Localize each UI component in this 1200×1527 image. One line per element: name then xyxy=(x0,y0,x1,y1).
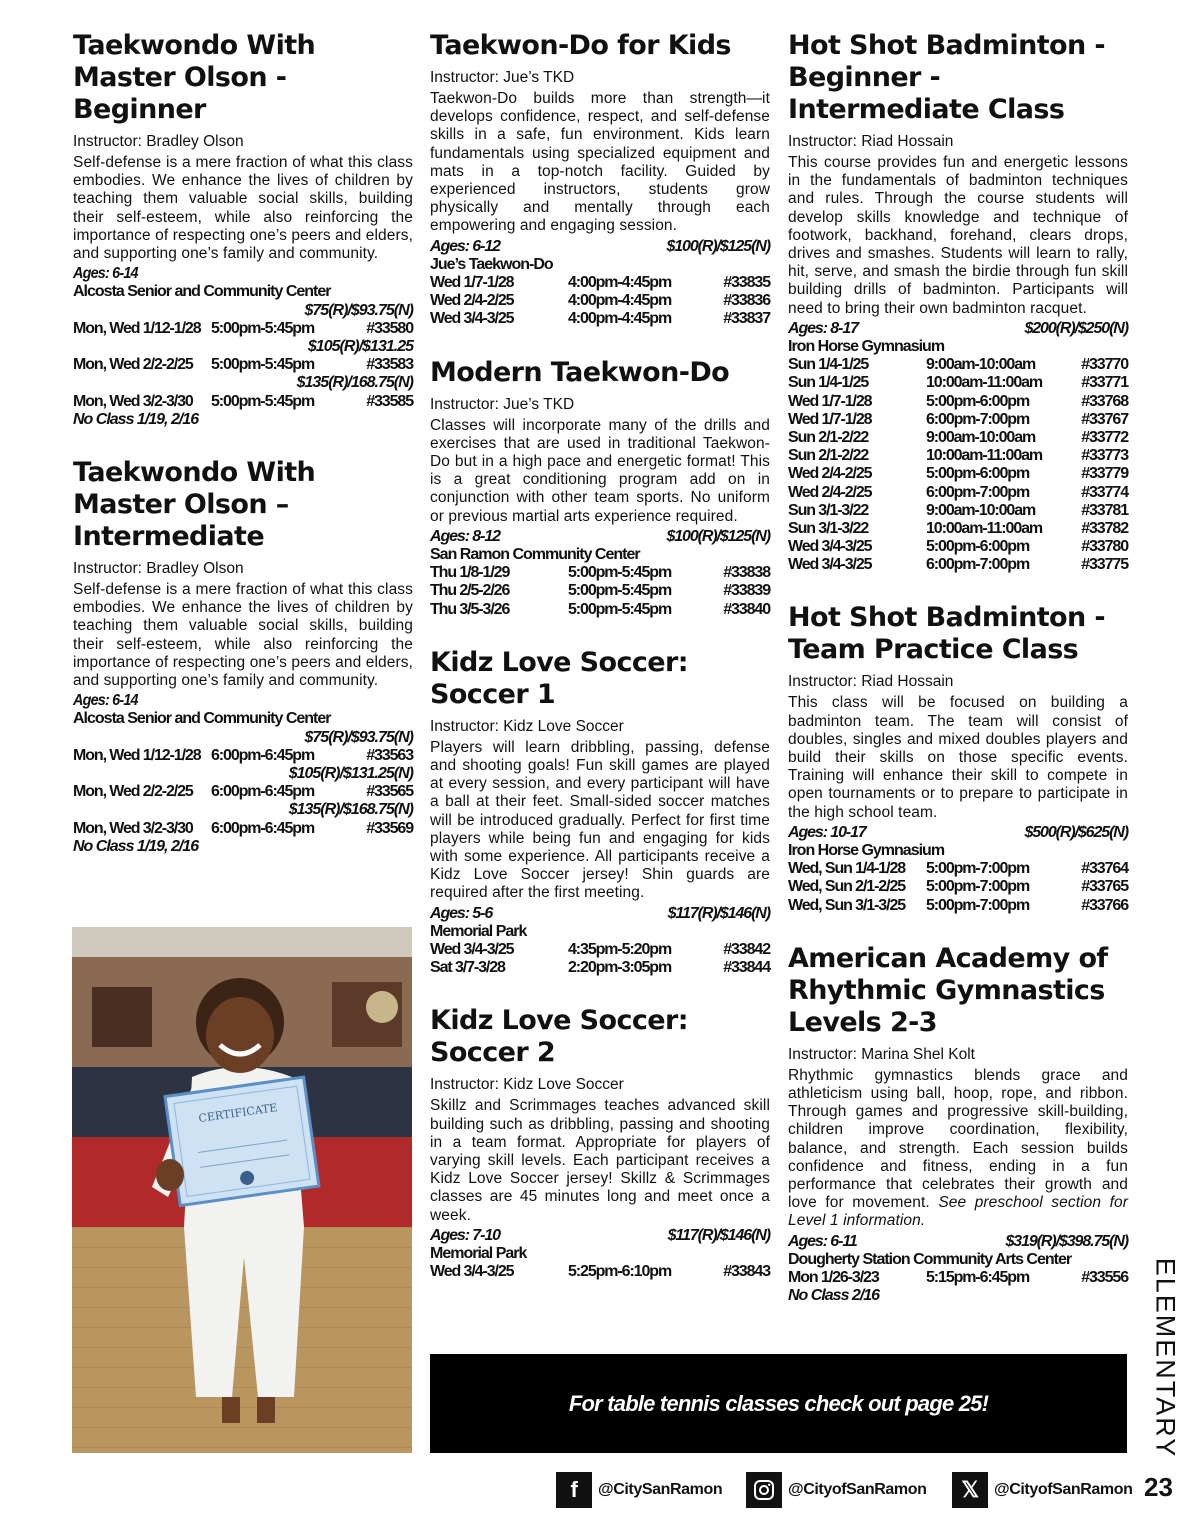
session-dates: Wed, Sun 1/4-1/28 xyxy=(788,860,906,878)
price: $117(R)/$146(N) xyxy=(667,904,770,922)
session-row xyxy=(73,783,413,801)
location: Memorial Park xyxy=(430,922,527,940)
ages-price-row xyxy=(788,1233,1128,1251)
session-row xyxy=(73,320,413,338)
session-code: #33775 xyxy=(1081,556,1128,574)
session-code: #33774 xyxy=(1081,483,1128,501)
session-code: #33840 xyxy=(723,600,770,618)
session-code: #33765 xyxy=(1081,878,1128,896)
session-dates: Sun 3/1-3/22 xyxy=(788,519,869,537)
session-row xyxy=(788,465,1128,483)
social-x[interactable] xyxy=(952,1472,1133,1508)
session-dates: Sun 3/1-3/22 xyxy=(788,501,869,519)
session-dates: Thu 3/5-3/26 xyxy=(430,600,510,618)
session-dates: Wed 3/4-3/25 xyxy=(788,556,872,574)
price: $135(R)/$168.75(N) xyxy=(288,801,413,819)
ages: Ages: 8-17 xyxy=(788,319,858,337)
session-dates: Wed 3/4-3/25 xyxy=(430,1263,514,1281)
ages-price-row xyxy=(430,238,770,256)
location: Iron Horse Gymnasium xyxy=(788,338,945,356)
class-description xyxy=(788,1067,1128,1231)
session-dates: Wed 2/4-2/25 xyxy=(788,465,872,483)
instructor: Instructor: Bradley Olson xyxy=(73,133,244,150)
session-code: #33779 xyxy=(1081,465,1128,483)
session-time: 5:00pm-5:45pm xyxy=(568,564,672,582)
session-time: 5:00pm-7:00pm xyxy=(926,878,1030,896)
price: $319(R)/$398.75(N) xyxy=(1005,1232,1128,1250)
price: $117(R)/$146(N) xyxy=(667,1226,770,1244)
session-time: 5:00pm-6:00pm xyxy=(926,392,1030,410)
class-taekwondo-kids xyxy=(430,30,770,329)
location: Dougherty Station Community Arts Center xyxy=(788,1250,1072,1268)
facebook-icon: f xyxy=(556,1472,592,1508)
class-description: Skillz and Scrimmages teaches advanced skill building such as dribbling, passing and shooting in a team format. Appropriate for players of varying skill levels. Each participant receives a Kidz Love Soccer jersey! Skillz & Scrimmages classes are 45 minutes long and meet once a week. xyxy=(430,1097,770,1224)
ages: Ages: 6-12 xyxy=(430,237,500,255)
session-code: #33569 xyxy=(366,819,413,837)
session-code: #33770 xyxy=(1081,356,1128,374)
session-dates: Wed 1/7-1/28 xyxy=(430,274,514,292)
description-text: Rhythmic gymnastics blends grace and athleticism using ball, hoop, rope, and ribbon. Through games and progressive skill-building, children improve coordination, flexibility, balance, and strength. Each session builds confidence and fitness, ending in a fun performance that celebrates their growth and love for movement. xyxy=(788,1066,1128,1212)
class-title: Hot Shot Badminton - Team Practice Class xyxy=(788,602,1105,666)
session-row xyxy=(788,897,1128,915)
session-time: 5:00pm-5:45pm xyxy=(568,582,672,600)
ages-price-row xyxy=(788,320,1128,338)
location: San Ramon Community Center xyxy=(430,545,640,563)
session-dates: Wed, Sun 3/1-3/25 xyxy=(788,896,906,914)
session-time: 4:35pm-5:20pm xyxy=(568,940,672,958)
session-dates: Mon, Wed 3/2-3/30 xyxy=(73,392,193,410)
session-time: 6:00pm-6:45pm xyxy=(211,783,315,801)
session-row xyxy=(788,374,1128,392)
no-class-note: No Class 1/19, 2/16 xyxy=(73,410,199,428)
session-code: #33838 xyxy=(723,564,770,582)
session-row xyxy=(430,959,770,977)
session-code: #33835 xyxy=(723,274,770,292)
class-description: Self-defense is a mere fraction of what this class embodies. We enhance the lives of children by teaching them valuable social skills, building their self-esteem, while also reinforcing the importance of respecting one’s peers and elders, and supporting one’s family and community. xyxy=(73,154,413,263)
class-rhythmic-gymnastics xyxy=(788,943,1128,1306)
class-kidz-love-soccer-2 xyxy=(430,1005,770,1281)
ages: Ages: 6-11 xyxy=(788,1232,857,1250)
class-modern-taekwondo xyxy=(430,357,770,619)
session-time: 10:00am-11:00am xyxy=(926,374,1043,392)
class-title: Modern Taekwon-Do xyxy=(430,356,730,388)
session-time: 5:00pm-5:45pm xyxy=(211,356,315,374)
session-dates: Wed 1/7-1/28 xyxy=(788,392,872,410)
session-time: 6:00pm-6:45pm xyxy=(211,746,315,764)
location: Iron Horse Gymnasium xyxy=(788,842,945,860)
ages: Ages: 10-17 xyxy=(788,823,866,841)
session-row xyxy=(430,941,770,959)
session-row xyxy=(788,538,1128,556)
session-code: #33842 xyxy=(723,940,770,958)
session-time: 4:00pm-4:45pm xyxy=(568,292,672,310)
session-dates: Sun 1/4-1/25 xyxy=(788,356,869,374)
table-tennis-banner[interactable] xyxy=(430,1354,1127,1453)
ages: Ages: 6-14 xyxy=(73,692,138,710)
session-row xyxy=(788,411,1128,429)
price: $75(R)/$93.75(N) xyxy=(304,301,413,319)
session-code: #33767 xyxy=(1081,410,1128,428)
session-dates: Wed, Sun 2/1-2/25 xyxy=(788,878,906,896)
ages: Ages: 6-14 xyxy=(73,265,138,283)
ages-price-row xyxy=(788,824,1128,842)
session-row xyxy=(430,582,770,600)
ages-price-row xyxy=(430,905,770,923)
session-time: 5:15pm-6:45pm xyxy=(926,1269,1030,1287)
location: Memorial Park xyxy=(430,1244,527,1262)
class-title: Kidz Love Soccer: Soccer 2 xyxy=(430,1005,688,1069)
session-row xyxy=(788,429,1128,447)
session-code: #33843 xyxy=(723,1263,770,1281)
class-title: Hot Shot Badminton - Beginner - Intermediate Class xyxy=(788,30,1105,125)
banner-text: For table tennis classes check out page 25! xyxy=(568,1390,989,1416)
session-time: 9:00am-10:00am xyxy=(926,501,1036,519)
instructor: Instructor: Riad Hossain xyxy=(788,673,954,691)
session-row xyxy=(430,310,770,328)
instagram-handle: @CityofSanRamon xyxy=(788,1481,927,1498)
session-dates: Sun 2/1-2/22 xyxy=(788,447,869,465)
session-dates: Thu 2/5-2/26 xyxy=(430,582,510,600)
session-time: 5:00pm-7:00pm xyxy=(926,860,1030,878)
instructor: Instructor: Marina Shel Kolt xyxy=(788,1045,975,1063)
session-code: #33839 xyxy=(723,582,770,600)
session-code: #33580 xyxy=(366,319,413,337)
session-code: #33772 xyxy=(1081,428,1128,446)
session-time: 5:00pm-5:45pm xyxy=(211,392,315,410)
session-row xyxy=(788,356,1128,374)
instructor: Instructor: Riad Hossain xyxy=(788,133,954,150)
column-1 xyxy=(73,30,413,874)
session-code: #33585 xyxy=(366,392,413,410)
session-row xyxy=(430,564,770,582)
session-time: 6:00pm-7:00pm xyxy=(926,483,1030,501)
certificate-text: CERTIFICATE xyxy=(197,1101,279,1126)
price: $200(R)/$250(N) xyxy=(1024,319,1128,337)
session-dates: Wed 3/4-3/25 xyxy=(430,310,514,328)
ages-price-row xyxy=(430,528,770,546)
class-title: Taekwondo With Master Olson – Intermediate xyxy=(73,457,316,552)
session-dates: Mon, Wed 3/2-3/30 xyxy=(73,819,193,837)
session-code: #33768 xyxy=(1081,392,1128,410)
photo-illustration xyxy=(72,927,412,1453)
session-row xyxy=(788,860,1128,878)
class-kidz-love-soccer-1 xyxy=(430,647,770,978)
session-code: #33563 xyxy=(366,746,413,764)
price: $75(R)/$93.75(N) xyxy=(304,728,413,746)
session-dates: Wed 2/4-2/25 xyxy=(430,292,514,310)
photo-child-with-certificate xyxy=(72,927,412,1453)
instructor: Instructor: Kidz Love Soccer xyxy=(430,717,624,735)
instructor: Instructor: Jue’s TKD xyxy=(430,395,575,413)
session-time: 5:00pm-6:00pm xyxy=(926,538,1030,556)
facebook-handle: @CitySanRamon xyxy=(598,1481,723,1498)
session-code: #33556 xyxy=(1081,1269,1128,1287)
social-facebook[interactable] xyxy=(556,1472,722,1508)
session-row xyxy=(788,520,1128,538)
section-side-tab xyxy=(1140,1258,1190,1458)
instagram-icon xyxy=(746,1472,782,1508)
session-row xyxy=(73,820,413,838)
class-title: American Academy of Rhythmic Gymnastics Levels 2-3 xyxy=(788,942,1108,1038)
x-handle: @CityofSanRamon xyxy=(994,1481,1133,1498)
session-time: 2:20pm-3:05pm xyxy=(568,959,672,977)
social-instagram[interactable] xyxy=(746,1472,927,1508)
session-dates: Wed 3/4-3/25 xyxy=(788,538,872,556)
session-time: 9:00am-10:00am xyxy=(926,428,1036,446)
session-code: #33780 xyxy=(1081,538,1128,556)
price: $105(R)/$131.25 xyxy=(307,338,413,356)
session-row xyxy=(430,274,770,292)
session-row xyxy=(430,601,770,619)
class-description: Players will learn dribbling, passing, defense and shooting goals! Fun skill games are played at every session, and every participant will have a ball at their feet. Small-sided soccer matches will be introduced gradually. Perfect for first time players while being fun and engaging for kids with some experience. All participants receive a Kidz Love Soccer jersey! Shin guards are required after the first meeting. xyxy=(430,738,770,902)
session-code: #33844 xyxy=(723,959,770,977)
location: Alcosta Senior and Community Center xyxy=(73,710,331,728)
session-row xyxy=(788,484,1128,502)
price: $135(R)/168.75(N) xyxy=(296,374,413,392)
class-badminton-team-practice xyxy=(788,602,1128,914)
price: $105(R)/$131.25(N) xyxy=(288,765,413,783)
ages: Ages: 7-10 xyxy=(430,1226,500,1244)
session-row xyxy=(788,556,1128,574)
session-time: 4:00pm-4:45pm xyxy=(568,274,672,292)
class-taekwondo-intermediate xyxy=(73,457,413,856)
session-row xyxy=(788,878,1128,896)
class-taekwondo-beginner xyxy=(73,30,413,429)
session-row xyxy=(788,393,1128,411)
session-code: #33773 xyxy=(1081,447,1128,465)
session-dates: Mon, Wed 2/2-2/25 xyxy=(73,356,193,374)
x-icon: 𝕏 xyxy=(952,1472,988,1508)
session-time: 4:00pm-4:45pm xyxy=(568,310,672,328)
side-tab-label: ELEMENTARY xyxy=(1150,1257,1181,1459)
session-dates: Mon 1/26-3/23 xyxy=(788,1269,879,1287)
class-description: Taekwon-Do builds more than strength—it develops confidence, respect, and self-defense skills in a safe, fun environment. Kids learn fundamentals using specialized equipment and mats in a top-notch facility. Guided by experienced instructors, students grow physically and mentally through each empowering and engaging session. xyxy=(430,90,770,235)
session-dates: Sat 3/7-3/28 xyxy=(430,959,505,977)
session-dates: Sun 2/1-2/22 xyxy=(788,428,869,446)
session-time: 6:00pm-7:00pm xyxy=(926,556,1030,574)
session-code: #33764 xyxy=(1081,860,1128,878)
class-title: Taekwon-Do for Kids xyxy=(430,30,731,61)
session-row xyxy=(73,393,413,411)
column-2 xyxy=(430,30,770,1299)
session-row xyxy=(788,447,1128,465)
class-description: This class will be focused on building a badminton team. The team will consist of doubles, singles and mixed doubles players and build their skills on those specific events. Training will enhance their skill to compete in open tournaments or to prepare to participate in the high school team. xyxy=(788,694,1128,821)
instructor: Instructor: Jue’s TKD xyxy=(430,69,575,86)
session-time: 6:00pm-6:45pm xyxy=(211,819,315,837)
session-dates: Mon, Wed 2/2-2/25 xyxy=(73,783,193,801)
class-title: Kidz Love Soccer: Soccer 1 xyxy=(430,646,688,710)
location: Jue’s Taekwon-Do xyxy=(430,255,553,273)
instructor: Instructor: Bradley Olson xyxy=(73,560,244,577)
session-dates: Wed 3/4-3/25 xyxy=(430,940,514,958)
page-number: 23 xyxy=(1144,1472,1173,1502)
session-row xyxy=(788,502,1128,520)
class-description: Classes will incorporate many of the drills and exercises that are used in traditional Taekwon-Do but in a high pace and energetic format! This is a great conditioning program add on in conjunction with other team sports. No uniform or previous martial arts experience required. xyxy=(430,416,770,525)
ages: Ages: 8-12 xyxy=(430,527,500,545)
session-row xyxy=(430,292,770,310)
session-time: 10:00am-11:00am xyxy=(926,447,1043,465)
session-time: 5:00pm-5:45pm xyxy=(211,319,315,337)
session-code: #33836 xyxy=(723,292,770,310)
column-3 xyxy=(788,30,1128,1323)
instructor: Instructor: Kidz Love Soccer xyxy=(430,1076,624,1094)
session-time: 6:00pm-7:00pm xyxy=(926,410,1030,428)
session-dates: Mon, Wed 1/12-1/28 xyxy=(73,746,201,764)
session-code: #33771 xyxy=(1081,374,1128,392)
ages: Ages: 5-6 xyxy=(430,904,493,922)
no-class-note: No Class 1/19, 2/16 xyxy=(73,837,199,855)
session-dates: Sun 1/4-1/25 xyxy=(788,374,869,392)
session-time: 9:00am-10:00am xyxy=(926,356,1036,374)
class-title: Taekwondo With Master Olson - Beginner xyxy=(73,30,316,125)
location: Alcosta Senior and Community Center xyxy=(73,283,331,301)
price: $100(R)/$125(N) xyxy=(666,237,770,255)
session-dates: Mon, Wed 1/12-1/28 xyxy=(73,319,201,337)
session-row xyxy=(73,356,413,374)
session-code: #33782 xyxy=(1081,519,1128,537)
session-row xyxy=(73,747,413,765)
session-code: #33565 xyxy=(366,783,413,801)
session-code: #33837 xyxy=(723,310,770,328)
session-code: #33781 xyxy=(1081,501,1128,519)
price: $100(R)/$125(N) xyxy=(666,527,770,545)
session-row xyxy=(430,1263,770,1281)
class-description: Self-defense is a mere fraction of what this class embodies. We enhance the lives of children by teaching them valuable social skills, building their self-esteem, while also reinforcing the importance of respecting one’s peers and elders, and supporting one’s family and community. xyxy=(73,581,413,690)
session-time: 5:00pm-5:45pm xyxy=(568,600,672,618)
session-dates: Thu 1/8-1/29 xyxy=(430,564,510,582)
price: $500(R)/$625(N) xyxy=(1024,823,1128,841)
session-dates: Wed 1/7-1/28 xyxy=(788,410,872,428)
no-class-note: No Class 2/16 xyxy=(788,1287,880,1305)
description-note: See preschool section for Level 1 information. xyxy=(788,1194,1128,1230)
session-time: 5:25pm-6:10pm xyxy=(568,1263,672,1281)
session-code: #33583 xyxy=(366,356,413,374)
class-description: This course provides fun and energetic lessons in the fundamentals of badminton techniques and rules. Through the course students will develop skills knowledge and technique of footwork, backhand, forehand, clears drops, drives and smashes. Students will learn to rally, hit, serve, and smash the birdie through fun skill building drills of badminton. Participants will need to bring their own badminton racquet. xyxy=(788,154,1128,317)
session-time: 5:00pm-6:00pm xyxy=(926,465,1030,483)
session-dates: Wed 2/4-2/25 xyxy=(788,483,872,501)
session-row xyxy=(788,1269,1128,1287)
session-time: 10:00am-11:00am xyxy=(926,519,1043,537)
session-time: 5:00pm-7:00pm xyxy=(926,896,1030,914)
class-badminton-beginner-intermediate xyxy=(788,30,1128,574)
session-code: #33766 xyxy=(1081,896,1128,914)
ages-price-row xyxy=(430,1227,770,1245)
